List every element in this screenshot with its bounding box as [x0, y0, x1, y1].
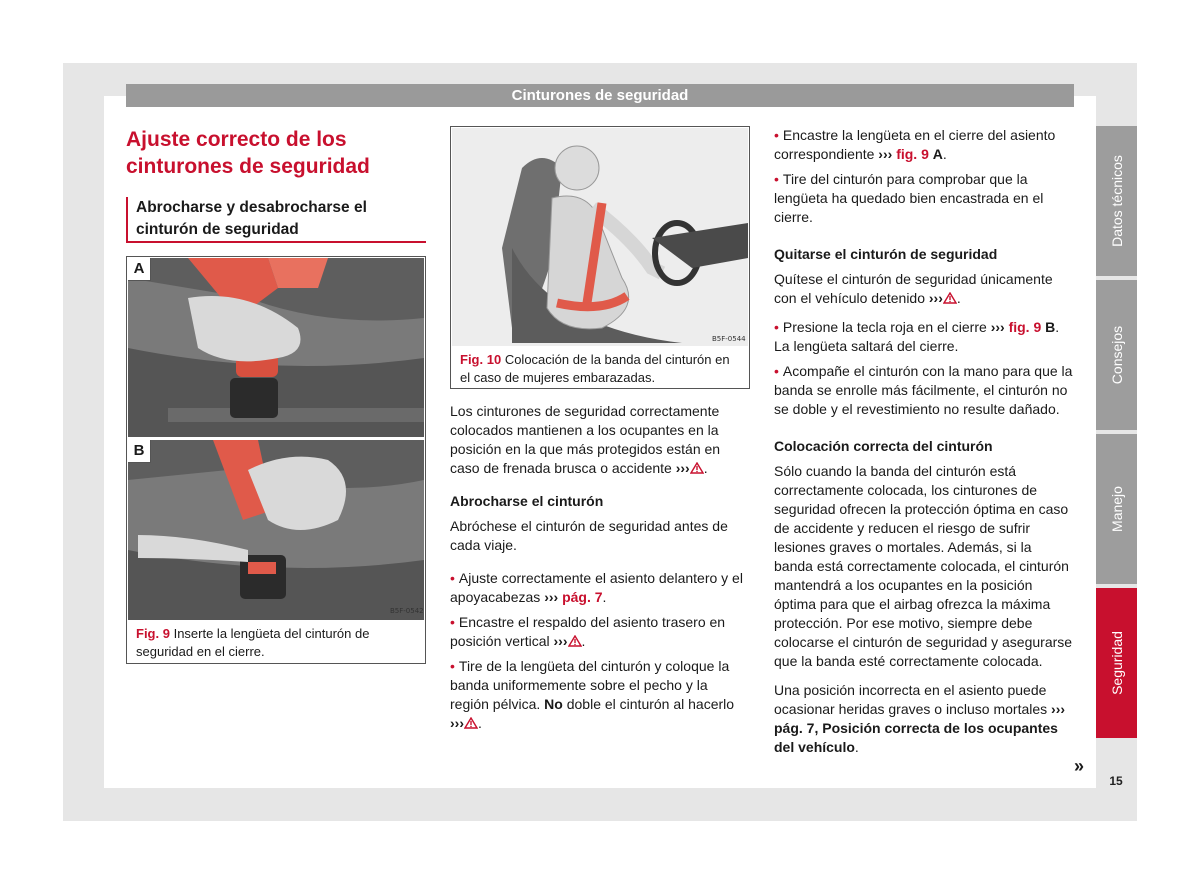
- link-posicion-ocupantes[interactable]: pág. 7, Posición correcta de los ocupantes del vehículo: [774, 720, 1058, 755]
- bullet-text: Tire de la lengüeta del cinturón y coloque la banda uniformemente sobre el pecho y la región pélvica.: [450, 658, 730, 712]
- heading-colocacion: Colocación correcta del cinturón: [774, 438, 993, 454]
- figure-9: [126, 256, 426, 664]
- figure-9-caption-text: Inserte la lengüeta del cinturón de seguridad en el cierre.: [136, 626, 370, 659]
- link-fig-9[interactable]: fig. 9: [1008, 319, 1042, 335]
- arrows-icon: ›››: [544, 589, 559, 605]
- bullet-acompane: [774, 362, 1074, 419]
- bullet-text: Presione la tecla roja en el cierre: [782, 319, 987, 335]
- paragraph-quitarse: Quítese el cinturón de seguridad únicamente con el vehículo detenido ››› .: [774, 271, 1053, 306]
- arrows-icon: ›››: [1051, 701, 1066, 717]
- subsection-heading: [126, 197, 426, 243]
- figure-10-code: B5F-0544: [712, 335, 746, 343]
- figure-9-caption: [136, 625, 418, 661]
- figure-letter: A: [932, 146, 943, 162]
- tab-consejos[interactable]: [1096, 280, 1137, 430]
- bullet-text: doble el cinturón al hacerlo: [566, 696, 735, 712]
- bullet-respaldo: • Encastre el respaldo del asiento trasero en posición vertical ››› .: [450, 613, 750, 651]
- arrows-icon: ›››: [928, 290, 943, 306]
- bullet-text: Encastre el respaldo del asiento trasero en posición vertical: [450, 614, 726, 649]
- bullet-text: La lengüeta saltará del cierre.: [774, 338, 959, 354]
- panel-a-label: A: [128, 258, 151, 281]
- page-header-title: Cinturones de seguridad: [126, 84, 1074, 107]
- link-pag-7[interactable]: pág. 7: [562, 589, 603, 605]
- intro-paragraph: Los cinturones de seguridad correctamente colocados mantienen a los ocupantes en la posición en la que más protegidos están en caso de frenada brusca o accidente ››› .: [450, 403, 721, 476]
- bullet-text: Encastre la lengüeta en el cierre del asiento correspondiente: [774, 127, 1056, 162]
- figure-10-caption: [460, 351, 742, 387]
- bullet-tire-cinturon: [774, 170, 1074, 227]
- bullet-lengueta: • Tire de la lengüeta del cinturón y coloque la banda uniformemente sobre el pecho y la región pélvica. No doble el cinturón al hacerlo ››› .: [450, 657, 750, 733]
- figure-10-caption-text: Colocación de la banda del cinturón en el caso de mujeres embarazadas.: [460, 352, 730, 385]
- column-2: [450, 402, 750, 743]
- figure-10-label: Fig. 10: [460, 352, 502, 367]
- tab-seguridad[interactable]: [1096, 588, 1137, 738]
- tab-label: Seguridad: [1108, 631, 1125, 695]
- figure-9-panel-a-photo: [128, 258, 424, 437]
- warning-icon: [943, 292, 957, 304]
- figure-10-photo: [452, 128, 748, 346]
- page-number: 15: [1109, 774, 1123, 788]
- tab-datos-tecnicos[interactable]: [1096, 126, 1137, 276]
- tab-manejo[interactable]: [1096, 434, 1137, 584]
- figure-10: [450, 126, 750, 389]
- link-fig-9[interactable]: fig. 9: [896, 146, 929, 162]
- bullet-presione-tecla: • Presione la tecla roja en el cierre ››› fig. 9 B. La lengüeta saltará del cierre.: [774, 318, 1074, 356]
- panel-divider: [127, 438, 425, 440]
- panel-b-label: B: [128, 440, 151, 463]
- figure-letter: B: [1045, 319, 1056, 335]
- bullet-text: Ajuste correctamente el asiento delantero y el apoyacabezas: [450, 570, 743, 605]
- paragraph-colocacion: Sólo cuando la banda del cinturón está correctamente colocada, los cinturones de seguridad ofrecen la protección óptima en caso de accidente y reducen el riesgo de sufrir lesiones graves o mortales. Además, si la banda está correctamente colocada, el cinturón mantendrá a los ocupantes en la posición óptima para que el airbag ofrezca la máxima protección. Por ese motivo, siempre debe colocarse el cinturón de seguridad y asegurarse que la banda esté correctamente colocada.: [774, 463, 1073, 669]
- paragraph-text: Una posición incorrecta en el asiento puede ocasionar heridas graves o incluso mortales: [774, 682, 1048, 717]
- paragraph-text: Quítese el cinturón de seguridad únicamente con el vehículo detenido: [774, 271, 1053, 306]
- warning-icon: [690, 462, 704, 474]
- tab-label: Manejo: [1108, 486, 1125, 532]
- arrows-icon: ›››: [450, 715, 464, 731]
- bold-no: No: [544, 696, 563, 712]
- bullet-text: Acompañe el cinturón con la mano para que la banda se enrolle más fácilmente, el cinturón no se doble y el revestimiento no resulte dañado.: [774, 363, 1073, 417]
- paragraph-posicion-incorrecta: Una posición incorrecta en el asiento puede ocasionar heridas graves o incluso mortales ››› pág. 7, Posición correcta de los ocupantes del vehículo.: [774, 682, 1066, 755]
- heading-abrocharse: Abrocharse el cinturón: [450, 493, 604, 509]
- arrows-icon: ›››: [878, 146, 893, 162]
- intro-text: Los cinturones de seguridad correctamente colocados mantienen a los ocupantes en la posición en la que más protegidos están en caso de frenada brusca o accidente: [450, 403, 721, 476]
- tab-label: Datos técnicos: [1108, 155, 1125, 247]
- figure-9-label: Fig. 9: [136, 626, 170, 641]
- heading-quitarse: Quitarse el cinturón de seguridad: [774, 246, 998, 262]
- bullet-text: Tire del cinturón para comprobar que la lengüeta ha quedado bien encastrada en el cierre.: [774, 171, 1044, 225]
- section-title: Ajuste correcto de los cinturones de seguridad: [126, 128, 370, 178]
- continue-icon: »: [1074, 756, 1085, 776]
- column-3: [774, 126, 1074, 767]
- figure-9-code: B5F-0542: [390, 607, 424, 615]
- paragraph-abrocharse: Abróchese el cinturón de seguridad antes de cada viaje.: [450, 518, 728, 553]
- arrows-icon: ›››: [553, 633, 568, 649]
- warning-icon: [464, 717, 478, 729]
- bullet-ajuste-asiento: • Ajuste correctamente el asiento delantero y el apoyacabezas ››› pág. 7.: [450, 569, 750, 607]
- warning-icon: [568, 635, 582, 647]
- subsection-title: Abrocharse y desabrocharse el cinturón de seguridad: [136, 199, 367, 238]
- tab-label: Consejos: [1108, 325, 1125, 385]
- arrows-icon: ›››: [990, 319, 1005, 335]
- figure-9-panel-b-photo: [128, 440, 424, 620]
- bullet-encastre-lengueta: • Encastre la lengüeta en el cierre del asiento correspondiente ››› fig. 9 A.: [774, 126, 1074, 164]
- arrows-icon: ›››: [675, 460, 690, 476]
